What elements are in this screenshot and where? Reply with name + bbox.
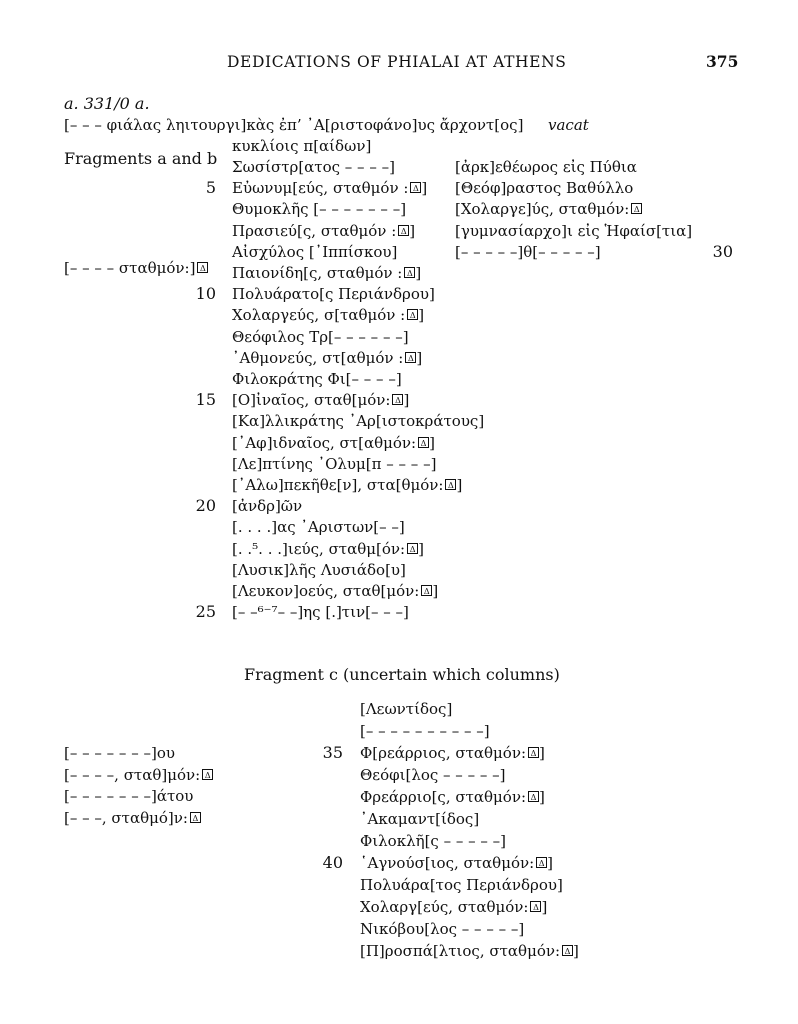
inscription-line (232, 284, 435, 304)
inscription-line (232, 263, 421, 283)
closing-bracket: ] (539, 788, 545, 806)
inscription-line (232, 433, 435, 453)
closing-bracket: ] (403, 391, 410, 410)
inscription-line (455, 242, 601, 262)
inscription-line (455, 199, 642, 219)
inscription-line (232, 178, 427, 198)
attic-stamp-icon: Δ (190, 812, 201, 823)
inscription-line (232, 581, 438, 601)
closing-bracket: ] (416, 348, 423, 367)
attic-stamp-icon: Δ (197, 262, 208, 273)
closing-bracket: ] (409, 221, 416, 240)
inscription-line-text: [Π]ροσπά[λτιος, σταθμόν: (360, 942, 561, 960)
inscription-line-text: [γυμνασίαρχο]ι εἰς Ἡφαίσ[τια] (455, 221, 693, 240)
inscription-line (360, 875, 563, 895)
attic-stamp-icon: Δ (631, 203, 642, 214)
attic-stamp-icon: Δ (528, 791, 539, 802)
inscription-line-text: Πολυάρα[τος Περιάνδρου] (360, 876, 563, 894)
attic-stamp-icon: Δ (392, 394, 403, 405)
closing-bracket: ] (432, 582, 439, 600)
inscription-line-text: [Λεωντίδος] (360, 700, 453, 718)
inscription-line (64, 765, 213, 785)
closing-bracket: ] (421, 179, 428, 198)
inscription-line (360, 787, 545, 807)
inscription-line-text: [Λυσικ]λῆς Λυσιάδο[υ] (232, 560, 406, 579)
attic-stamp-icon: Δ (398, 225, 409, 236)
inscription-line (232, 327, 409, 347)
inscription-line-text: [Κα]λλικράτης ᾽Αρ[ιστοκράτους] (232, 412, 485, 431)
inscription-line (232, 539, 424, 559)
inscription-line (360, 941, 579, 961)
inscription-line-text: Πολυάρατο[ς Περιάνδρου] (232, 285, 435, 304)
inscription-line (232, 369, 402, 389)
inscription-line-text: Χολαργεύς, σ[ταθμόν : (232, 306, 406, 325)
inscription-line (64, 786, 193, 806)
inscription-line (360, 809, 479, 829)
attic-stamp-icon: Δ (405, 352, 416, 363)
attic-stamp-icon: Δ (407, 309, 418, 320)
line-number: 25 (195, 602, 216, 622)
closing-bracket: ] (456, 476, 463, 494)
inscription-line-text: [– – – –, σταθ]μόν: (64, 765, 201, 784)
inscription-line (232, 348, 422, 368)
inscription-line (232, 454, 436, 474)
inscription-line-text: [ἀρκ]εθέωρος εἰς Πύθια (455, 158, 637, 176)
line-number: 10 (195, 284, 216, 304)
closing-bracket: ] (429, 433, 435, 452)
date-line: a. 331/0 a. (64, 94, 150, 113)
inscription-line-text: Θεόφι[λος – – – – –] (360, 766, 506, 784)
inscription-line (360, 831, 506, 851)
left-margin-fragment-text: [– – – – σταθμόν:] (64, 259, 196, 277)
attic-stamp-icon: Δ (536, 857, 547, 868)
inscription-line-text: Θυμοκλῆς [– – – – – – –] (232, 200, 407, 219)
attic-stamp-icon: Δ (404, 267, 415, 278)
inscription-line-text: [᾽Αλω]πεκῆθε[ν], στα[θμόν: (232, 476, 444, 494)
closing-bracket: ] (539, 744, 545, 762)
inscription-line-text: Εὐωνυμ[εύς, σταθμόν : (232, 179, 409, 198)
inscription-line (455, 221, 692, 241)
vacat-label: vacat (548, 116, 589, 134)
inscription-line-text: [᾽Αφ]ιδναῖος, στ[αθμόν: (232, 433, 417, 452)
inscription-line (232, 157, 395, 177)
inscription-line (455, 157, 637, 177)
line-number: 15 (195, 390, 216, 410)
attic-stamp-icon: Δ (202, 769, 213, 780)
attic-stamp-icon: Δ (410, 182, 421, 193)
inscription-line (232, 242, 397, 262)
inscription-line-text: Φ[ρεάρριος, σταθμόν: (360, 744, 527, 762)
inscription-line-text: ᾽Ακαμαντ[ίδος] (360, 810, 480, 828)
inscription-line-text: [. . . .]ας ᾽Αριστων[– –] (232, 518, 405, 537)
inscription-line-text: [– –⁶⁻⁷– –]ης [.]τιν[– – –] (232, 603, 409, 622)
attic-stamp-icon: Δ (530, 901, 541, 912)
closing-bracket: ] (415, 264, 422, 282)
inscription-line-text: Φρεάρριο[ς, σταθμόν: (360, 788, 527, 806)
closing-bracket: ] (547, 854, 554, 872)
inscription-line (232, 305, 424, 325)
inscription-line-text: Νικόβου[λος – – – – –] (360, 920, 525, 938)
inscription-line-text: Θεόφιλος Τρ[– – – – – –] (232, 327, 409, 346)
inscription-line (360, 765, 505, 785)
closing-bracket: ] (573, 942, 579, 960)
inscription-line (64, 808, 201, 828)
inscription-line-text: Σωσίστρ[ατος – – – –] (232, 158, 395, 176)
attic-stamp-icon: Δ (562, 945, 573, 956)
inscription-line-text: [– – – – – – – – – –] (360, 722, 490, 740)
inscription-line-text: [. .⁵. . .]ιεύς, σταθμ[όν: (232, 539, 406, 558)
inscription-line (232, 560, 406, 580)
inscription-line (232, 390, 409, 410)
inscription-line (360, 919, 524, 939)
inscription-line (455, 178, 633, 198)
inscription-line-text: Παιονίδη[ς, σταθμόν : (232, 264, 403, 282)
inscription-line-text: [Θεόφ]ραστος Βαθύλλο (455, 179, 634, 198)
line-number: 30 (712, 241, 733, 261)
inscription-line (232, 517, 405, 537)
closing-bracket: ] (541, 898, 548, 916)
attic-stamp-icon: Δ (421, 585, 432, 596)
inscription-line (360, 721, 490, 741)
intro-line-1: [– – – φιάλας ληιτουργι]κὰς ἐπ’ ᾽Α[ριστοφάνο]υς ἄρχοντ[ος] (64, 116, 524, 134)
inscription-line-text: Χολαργ[εύς, σταθμόν: (360, 898, 529, 916)
inscription-line (360, 897, 547, 917)
inscription-line (360, 853, 553, 873)
attic-stamp-icon: Δ (407, 543, 418, 554)
inscription-line (360, 699, 452, 719)
running-title: DEDICATIONS OF PHIALAI AT ATHENS (227, 53, 567, 71)
inscription-line-text: [Χολαργε]ύς, σταθμόν: (455, 200, 630, 219)
inscription-line-text: Αἰσχύλος [᾽Ιππίσκου] (232, 242, 398, 261)
inscription-line (232, 602, 409, 622)
inscription-line-text: Φιλοκράτης Φι[– – – –] (232, 370, 402, 388)
attic-stamp-icon: Δ (528, 747, 539, 758)
inscription-line-text: [– – – – – – –]άτου (64, 787, 194, 805)
closing-bracket: ] (418, 306, 425, 325)
inscription-line-text: [– – –, σταθμό]ν: (64, 808, 188, 827)
line-number: 35 (322, 743, 343, 762)
inscription-line (232, 475, 462, 495)
inscription-line-text: ᾽Αθμονεύς, στ[αθμόν : (232, 348, 404, 367)
inscription-line-text: Πρασιεύ[ς, σταθμόν : (232, 221, 397, 240)
line-number: 5 (205, 178, 216, 198)
inscription-line (64, 743, 175, 763)
inscription-line-text: ῾Αγνούσ[ιος, σταθμόν: (360, 854, 535, 872)
inscription-line (232, 199, 406, 219)
inscription-line-text: [ἀνδρ]ῶν (232, 497, 303, 516)
inscription-line-text: [Λε]πτίνης ᾽Ολυμ[π – – – –] (232, 454, 437, 473)
page-number: 375 (706, 52, 739, 71)
fragment-c-heading: Fragment c (uncertain which columns) (244, 665, 560, 684)
line-number: 20 (195, 496, 216, 516)
line-number: 40 (322, 853, 343, 872)
inscription-line-text: [Ο]ἰναῖος, σταθ[μόν: (232, 391, 391, 410)
attic-stamp-icon: Δ (418, 437, 429, 448)
inscription-line (360, 743, 545, 763)
inscription-line-text: [Λευκον]οεύς, σταθ[μόν: (232, 582, 420, 600)
inscription-line (232, 496, 302, 516)
inscription-line (232, 221, 415, 241)
inscription-line-text: [– – – – –]θ[– – – – –] (455, 242, 601, 261)
attic-stamp-icon: Δ (445, 479, 456, 490)
inscription-line (232, 411, 484, 431)
fragments-ab-heading: Fragments a and b (64, 149, 218, 168)
inscription-line-text: [– – – – – – –]ου (64, 744, 175, 762)
intro-line-2: κυκλίοις π[αίδων] (232, 137, 372, 155)
inscription-line-text: Φιλοκλῆ[ς – – – – –] (360, 832, 507, 850)
closing-bracket: ] (418, 539, 424, 558)
left-margin-fragment (64, 258, 208, 278)
